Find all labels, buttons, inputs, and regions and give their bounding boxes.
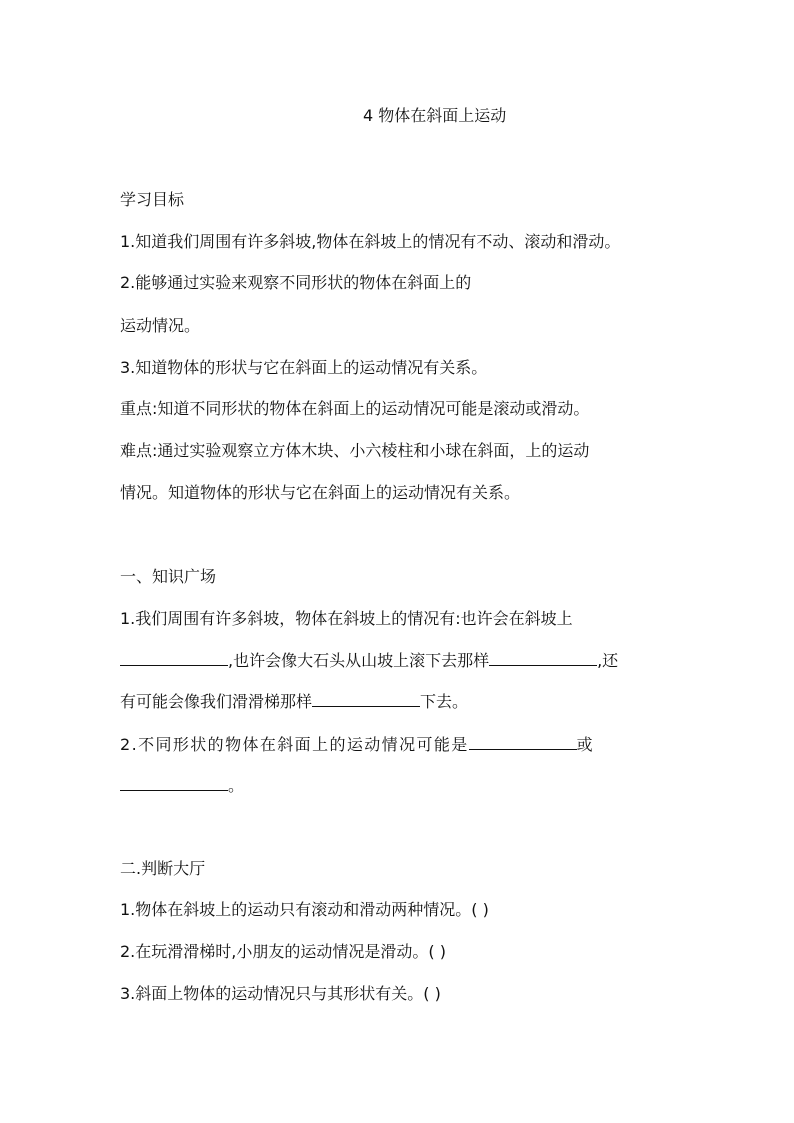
question-1-end-text: ,还 — [597, 651, 619, 670]
question-1-line-2 — [120, 651, 618, 671]
question-2-line-1 — [120, 735, 594, 755]
judgment-1-answer[interactable]: ( ) — [471, 900, 489, 919]
judgment-1 — [120, 900, 489, 920]
judgment-3 — [120, 984, 441, 1004]
question-2-start: 2.不同形状的物体在斜面上的运动情况可能是 — [120, 735, 469, 754]
judgment-1-text: 1.物体在斜坡上的运动只有滚动和滑动两种情况。 — [120, 900, 472, 919]
blank-slide[interactable] — [312, 692, 420, 707]
blank-motion-1[interactable] — [469, 735, 577, 750]
question-1-line-3 — [120, 692, 468, 712]
objective-2-line-2: 运动情况。 — [120, 316, 201, 335]
judgment-3-text: 3.斜面上物体的运动情况只与其形状有关。 — [120, 984, 424, 1003]
objective-1: 1.知道我们周围有许多斜坡,物体在斜坡上的情况有不动、滚动和滑动。 — [120, 232, 621, 251]
judgment-3-answer[interactable]: ( ) — [423, 984, 441, 1003]
question-1-line-3-end: 下去。 — [420, 692, 469, 711]
objective-2-line-1: 2.能够通过实验来观察不同形状的物体在斜面上的 — [120, 273, 472, 292]
question-1-line-3-start: 有可能会像我们滑滑梯那样 — [120, 692, 313, 711]
difficulty-line-1: 难点:通过实验观察立方体木块、小六棱柱和小球在斜面，上的运动 — [120, 441, 590, 460]
blank-roll[interactable] — [489, 651, 597, 666]
question-2-line-2 — [120, 776, 244, 796]
page-title: 4 物体在斜面上运动 — [363, 106, 507, 125]
blank-motion-2[interactable] — [120, 776, 228, 791]
judgment-2-answer[interactable]: ( ) — [428, 942, 446, 961]
difficulty-line-2: 情况。知道物体的形状与它在斜面上的运动情况有关系。 — [120, 483, 521, 502]
section2-heading: 二.判断大厅 — [120, 859, 206, 878]
question-2-end: 。 — [228, 776, 245, 795]
question-2-or: 或 — [576, 735, 595, 754]
key-point: 重点:知道不同形状的物体在斜面上的运动情况可能是滚动或滑动。 — [120, 399, 590, 418]
question-1-line-1: 1.我们周围有许多斜坡，物体在斜坡上的情况有:也许会在斜坡上 — [120, 609, 573, 628]
section1-heading: 一、知识广场 — [120, 567, 217, 586]
objective-3: 3.知道物体的形状与它在斜面上的运动情况有关系。 — [120, 358, 488, 377]
blank-stay[interactable] — [120, 651, 228, 666]
question-1-mid-text: ,也许会像大石头从山坡上滚下去那样 — [228, 651, 490, 670]
objectives-heading: 学习目标 — [120, 190, 185, 209]
judgment-2-text: 2.在玩滑滑梯时,小朋友的运动情况是滑动。 — [120, 942, 429, 961]
judgment-2 — [120, 942, 446, 962]
